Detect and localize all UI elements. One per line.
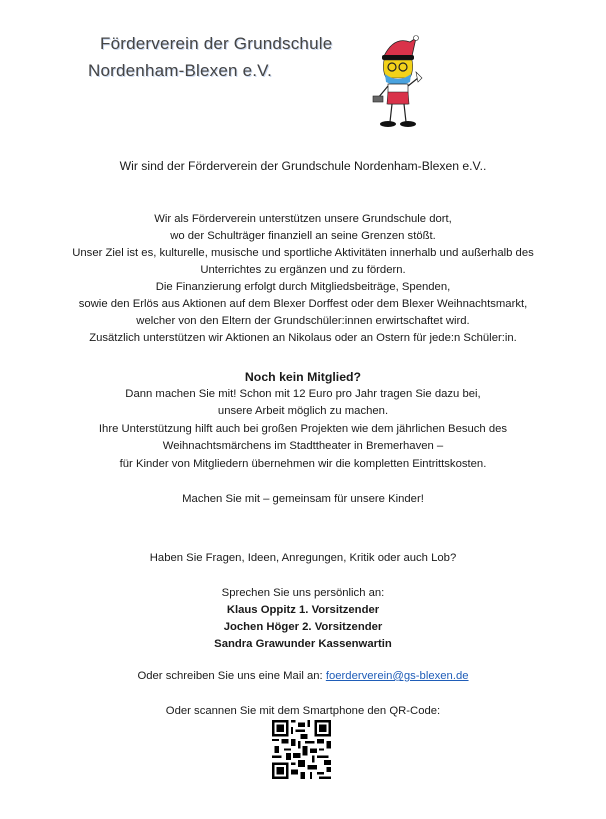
contact-speak-intro: Sprechen Sie uns persönlich an: <box>221 587 385 599</box>
paragraph-line: Wir als Förderverein unterstützen unsere Grundschule dort, <box>154 213 452 225</box>
membership-line: Dann machen Sie mit! Schon mit 12 Euro pro Jahr tragen Sie dazu bei, <box>125 388 481 400</box>
mail-prefix: Oder schreiben Sie uns eine Mail an: <box>137 670 326 682</box>
qr-code-icon[interactable] <box>272 720 331 779</box>
paragraph-line: Unser Ziel ist es, kulturelle, musische und sportliche Aktivitäten innerhalb und außerhalb des <box>72 247 534 259</box>
paragraph-line: Unterrichtes zu ergänzen und zu fördern. <box>200 264 406 276</box>
paragraph-line: Zusätzlich unterstützen wir Aktionen an Nikolaus oder an Ostern für jede:n Schüler:in. <box>89 332 517 344</box>
header-title-line2: Nordenham-Blexen e.V. <box>88 61 273 80</box>
qr-instruction: Oder scannen Sie mit dem Smartphone den QR-Code: <box>165 705 441 717</box>
contact-person: Sandra Grawunder Kassenwartin <box>214 638 392 650</box>
intro-text: Wir sind der Förderverein der Grundschule Nordenham-Blexen e.V.. <box>119 159 487 173</box>
contact-question: Haben Sie Fragen, Ideen, Anregungen, Kritik oder auch Lob? <box>149 552 457 564</box>
membership-line: Weihnachtsmärchens im Stadttheater in Bremerhaven – <box>162 440 444 452</box>
membership-heading: Noch kein Mitglied? <box>244 370 362 384</box>
header-title-line1: Förderverein der Grundschule <box>100 34 333 53</box>
mail-line <box>0 668 606 686</box>
paragraph-line: sowie den Erlös aus Aktionen auf dem Blexer Dorffest oder dem Blexer Weihnachtsmarkt, <box>78 298 528 310</box>
contact-person: Klaus Oppitz 1. Vorsitzender <box>226 604 380 616</box>
paragraph-line: wo der Schulträger finanziell an seine Grenzen stößt. <box>170 230 436 242</box>
contact-person: Jochen Höger 2. Vorsitzender <box>223 621 383 633</box>
paragraph-line: Die Finanzierung erfolgt durch Mitgliedsbeiträge, Spenden, <box>155 281 451 293</box>
mail-link[interactable]: foerderverein@gs-blexen.de <box>325 670 469 682</box>
membership-line: für Kinder von Mitgliedern übernehmen wir die kompletten Eintrittskosten. <box>119 458 487 470</box>
membership-line: Ihre Unterstützung hilft auch bei großen Projekten wie dem jährlichen Besuch des <box>98 423 508 435</box>
paragraph-line: welcher von den Eltern der Grundschüler:innen erwirtschaftet wird. <box>136 315 470 327</box>
membership-slogan: Machen Sie mit – gemeinsam für unsere Kinder! <box>182 493 424 505</box>
membership-line: unsere Arbeit möglich zu machen. <box>217 405 389 417</box>
gnome-mascot-icon <box>372 34 424 130</box>
